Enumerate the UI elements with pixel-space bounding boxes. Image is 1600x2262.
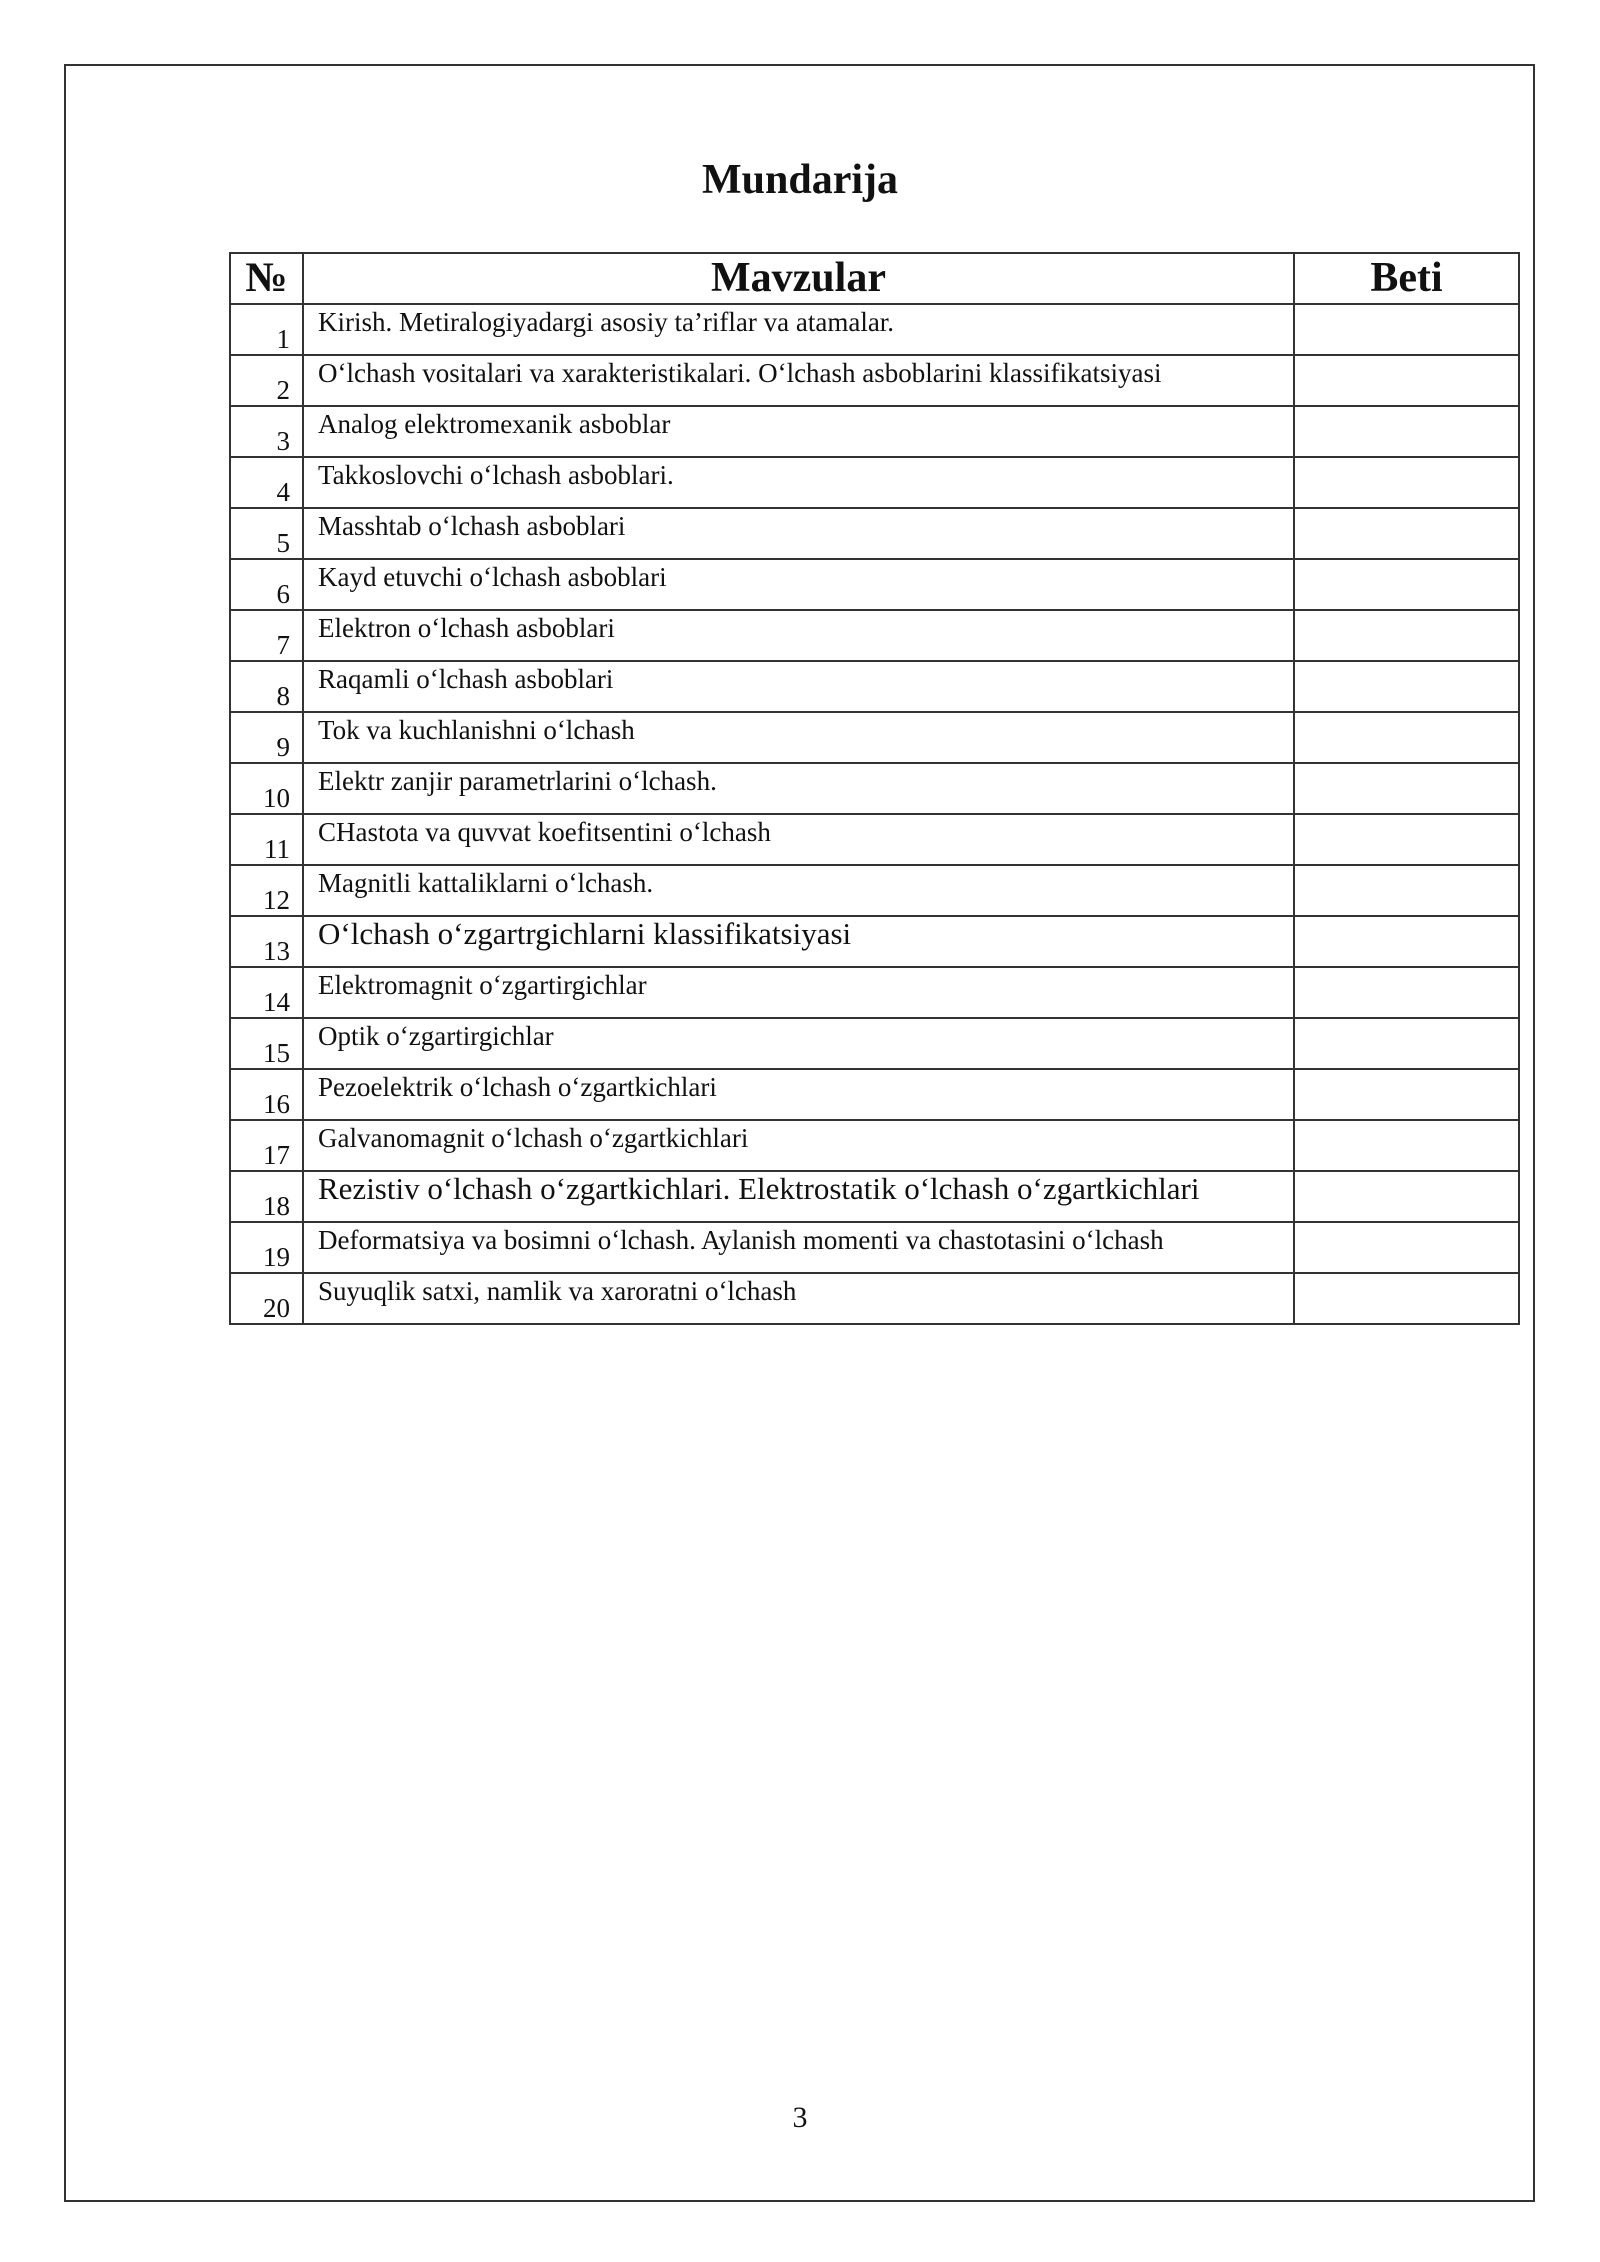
table-row xyxy=(230,661,1519,712)
row-topic: Tok va kuchlanishni o‘lchash xyxy=(303,712,1294,763)
row-topic: Deformatsiya va bosimni o‘lchash. Aylanish momenti va chastotasini o‘lchash xyxy=(303,1222,1294,1273)
table-row xyxy=(230,712,1519,763)
row-topic: Kirish. Metiralogiyadargi asosiy ta’riflar va atamalar. xyxy=(303,304,1294,355)
row-page xyxy=(1294,1069,1519,1120)
row-number: 7 xyxy=(230,610,303,661)
row-page xyxy=(1294,865,1519,916)
table-row xyxy=(230,559,1519,610)
row-topic: Optik o‘zgartirgichlar xyxy=(303,1018,1294,1069)
row-number: 9 xyxy=(230,712,303,763)
row-number: 18 xyxy=(230,1171,303,1222)
row-number: 1 xyxy=(230,304,303,355)
row-topic: Raqamli o‘lchash asboblari xyxy=(303,661,1294,712)
header-topics: Mavzular xyxy=(303,253,1294,304)
table-row xyxy=(230,1069,1519,1120)
row-topic: Kayd etuvchi o‘lchash asboblari xyxy=(303,559,1294,610)
row-number: 19 xyxy=(230,1222,303,1273)
row-topic: Rezistiv o‘lchash o‘zgartkichlari. Elektrostatik o‘lchash o‘zgartkichlari xyxy=(303,1171,1294,1222)
row-page xyxy=(1294,1273,1519,1324)
page-number: 3 xyxy=(792,2101,808,2134)
row-number: 15 xyxy=(230,1018,303,1069)
row-page xyxy=(1294,406,1519,457)
table-row xyxy=(230,406,1519,457)
row-topic: Elektromagnit o‘zgartirgichlar xyxy=(303,967,1294,1018)
row-page xyxy=(1294,814,1519,865)
row-topic: Galvanomagnit o‘lchash o‘zgartkichlari xyxy=(303,1120,1294,1171)
row-page xyxy=(1294,508,1519,559)
row-page xyxy=(1294,661,1519,712)
table-row xyxy=(230,610,1519,661)
table-row xyxy=(230,1273,1519,1324)
row-page xyxy=(1294,457,1519,508)
row-page xyxy=(1294,1018,1519,1069)
table-row xyxy=(230,814,1519,865)
row-page xyxy=(1294,1171,1519,1222)
row-topic: Magnitli kattaliklarni o‘lchash. xyxy=(303,865,1294,916)
row-number: 11 xyxy=(230,814,303,865)
row-topic: Pezoelektrik o‘lchash o‘zgartkichlari xyxy=(303,1069,1294,1120)
page-title: Mundarija xyxy=(701,157,898,203)
row-topic: O‘lchash vositalari va xarakteristikalari. O‘lchash asboblarini klassifikatsiyasi xyxy=(303,355,1294,406)
row-topic: Suyuqlik satxi, namlik va xaroratni o‘lchash xyxy=(303,1273,1294,1324)
table-row xyxy=(230,355,1519,406)
row-page xyxy=(1294,559,1519,610)
row-number: 10 xyxy=(230,763,303,814)
row-number: 4 xyxy=(230,457,303,508)
row-page xyxy=(1294,712,1519,763)
table-row xyxy=(230,457,1519,508)
row-number: 17 xyxy=(230,1120,303,1171)
row-page xyxy=(1294,355,1519,406)
table-row xyxy=(230,1222,1519,1273)
row-number: 8 xyxy=(230,661,303,712)
contents-table xyxy=(229,252,1520,1325)
row-number: 5 xyxy=(230,508,303,559)
row-topic: CHastota va quvvat koefitsentini o‘lchash xyxy=(303,814,1294,865)
table-row xyxy=(230,1120,1519,1171)
table-row xyxy=(230,1018,1519,1069)
header-page: Beti xyxy=(1294,253,1519,304)
table-row xyxy=(230,763,1519,814)
row-number: 3 xyxy=(230,406,303,457)
row-number: 6 xyxy=(230,559,303,610)
row-topic: Analog elektromexanik asboblar xyxy=(303,406,1294,457)
row-number: 12 xyxy=(230,865,303,916)
row-page xyxy=(1294,304,1519,355)
row-topic: Elektron o‘lchash asboblari xyxy=(303,610,1294,661)
row-page xyxy=(1294,763,1519,814)
table-row xyxy=(230,508,1519,559)
row-topic: Elektr zanjir parametrlarini o‘lchash. xyxy=(303,763,1294,814)
row-page xyxy=(1294,916,1519,967)
table-header-row xyxy=(230,253,1519,304)
header-number: № xyxy=(230,253,303,304)
row-page xyxy=(1294,1120,1519,1171)
row-number: 13 xyxy=(230,916,303,967)
row-topic: Takkoslovchi o‘lchash asboblari. xyxy=(303,457,1294,508)
row-page xyxy=(1294,967,1519,1018)
row-number: 20 xyxy=(230,1273,303,1324)
row-number: 16 xyxy=(230,1069,303,1120)
row-page xyxy=(1294,610,1519,661)
row-number: 2 xyxy=(230,355,303,406)
row-page xyxy=(1294,1222,1519,1273)
table-row xyxy=(230,1171,1519,1222)
row-topic: Masshtab o‘lchash asboblari xyxy=(303,508,1294,559)
table-row xyxy=(230,865,1519,916)
table-row xyxy=(230,967,1519,1018)
table-row xyxy=(230,916,1519,967)
table-row xyxy=(230,304,1519,355)
row-number: 14 xyxy=(230,967,303,1018)
row-topic: O‘lchash o‘zgartrgichlarni klassifikatsiyasi xyxy=(303,916,1294,967)
